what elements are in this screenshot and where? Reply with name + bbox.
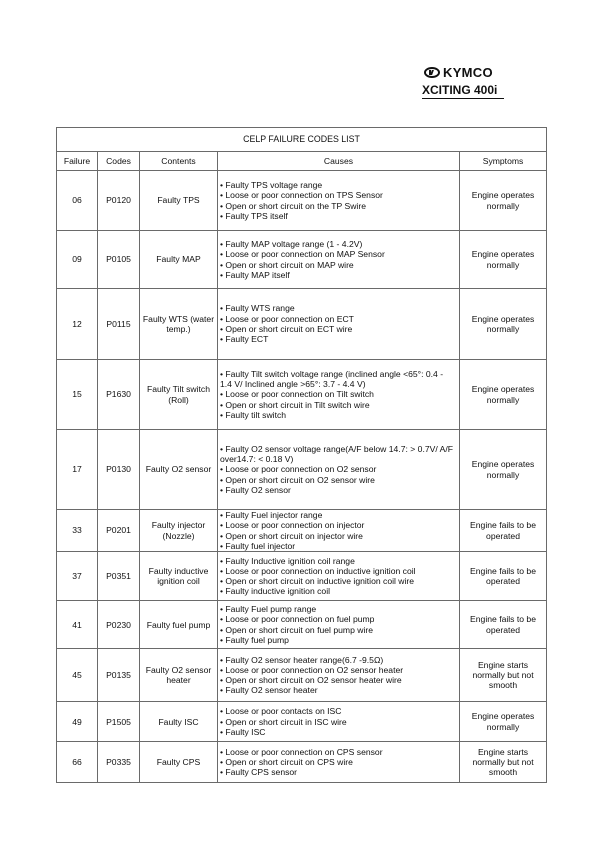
failure-causes <box>218 171 460 231</box>
failure-causes <box>218 430 460 510</box>
brand-name: KYMCO <box>443 65 493 80</box>
cause-item: • Loose or poor connection on injector <box>220 520 365 531</box>
failure-causes <box>218 702 460 742</box>
failure-code: P0105 <box>98 231 140 289</box>
cause-item: • Faulty inductive ignition coil <box>220 586 331 597</box>
model-name: XCITING 400i <box>422 83 504 99</box>
failure-contents: Faulty WTS (water temp.) <box>140 289 218 360</box>
table-row <box>57 649 547 702</box>
cause-item: • Faulty TPS itself <box>220 210 288 221</box>
failure-number: 09 <box>57 231 98 289</box>
table-row <box>57 231 547 289</box>
failure-code: P0335 <box>98 742 140 783</box>
cause-item: • Faulty MAP itself <box>220 269 290 280</box>
failure-symptoms: Engine operates normally <box>460 360 547 430</box>
failure-symptoms: Engine starts normally but not smooth <box>460 742 547 783</box>
failure-contents: Faulty inductive ignition coil <box>140 552 218 601</box>
table-row <box>57 552 547 601</box>
cause-item: • Loose or poor connection on CPS sensor <box>220 746 383 757</box>
failure-symptoms: Engine fails to be operated <box>460 552 547 601</box>
table-header-row <box>57 152 547 171</box>
failure-contents: Faulty ISC <box>140 702 218 742</box>
column-header-codes: Codes <box>98 152 140 171</box>
cause-item: • Faulty TPS voltage range <box>220 179 323 190</box>
cause-item: • Faulty MAP voltage range (1 - 4.2V) <box>220 238 363 249</box>
cause-item: • Faulty Inductive ignition coil range <box>220 555 355 566</box>
failure-number: 33 <box>57 510 98 552</box>
cause-item: • Loose or poor connection on fuel pump <box>220 614 375 625</box>
column-header-causes: Causes <box>218 152 460 171</box>
failure-number: 45 <box>57 649 98 702</box>
failure-contents: Faulty Tilt switch (Roll) <box>140 360 218 430</box>
table-row <box>57 360 547 430</box>
cause-item: • Open or short circuit on injector wire <box>220 530 363 541</box>
failure-code: P1505 <box>98 702 140 742</box>
cause-item: • Faulty Fuel injector range <box>220 510 323 520</box>
failure-symptoms: Engine fails to be operated <box>460 601 547 649</box>
cause-item: • Loose or poor connection on TPS Sensor <box>220 190 383 201</box>
table-row <box>57 702 547 742</box>
failure-contents: Faulty injector (Nozzle) <box>140 510 218 552</box>
failure-number: 37 <box>57 552 98 601</box>
cause-item: • Open or short circuit in ISC wire <box>220 716 347 727</box>
failure-symptoms: Engine starts normally but not smooth <box>460 649 547 702</box>
cause-item: • Faulty ISC <box>220 726 266 737</box>
table-row <box>57 510 547 552</box>
table-row <box>57 430 547 510</box>
failure-causes <box>218 510 460 552</box>
failure-number: 41 <box>57 601 98 649</box>
cause-item: • Faulty O2 sensor <box>220 484 291 495</box>
cause-item: • Open or short circuit on the TP Swire <box>220 200 366 211</box>
cause-item: • Loose or poor connection on Tilt switch <box>220 389 374 400</box>
failure-symptoms: Engine operates normally <box>460 231 547 289</box>
failure-symptoms: Engine operates normally <box>460 289 547 360</box>
failure-causes <box>218 742 460 783</box>
failure-causes <box>218 649 460 702</box>
cause-item: • Open or short circuit on O2 sensor wire <box>220 474 375 485</box>
table-row <box>57 601 547 649</box>
failure-causes <box>218 552 460 601</box>
cause-item: • Loose or poor connection on inductive ignition coil <box>220 565 416 576</box>
cause-item: • Faulty ECT <box>220 334 269 345</box>
failure-code: P0201 <box>98 510 140 552</box>
kymco-emblem-icon <box>424 67 440 78</box>
cause-item: • Loose or poor contacts on ISC <box>220 706 342 717</box>
cause-item: • Open or short circuit on fuel pump wire <box>220 624 373 635</box>
failure-code: P1630 <box>98 360 140 430</box>
cause-item: • Faulty O2 sensor voltage range(A/F below 14.7: > 0.7V/ A/F over14.7: < 0.18 V) <box>220 443 454 465</box>
failure-causes <box>218 231 460 289</box>
table-title: CELP FAILURE CODES LIST <box>57 128 547 152</box>
failure-contents: Faulty O2 sensor <box>140 430 218 510</box>
failure-code: P0135 <box>98 649 140 702</box>
table-row <box>57 289 547 360</box>
cause-item: • Faulty Tilt switch voltage range (inclined angle <65°: 0.4 - 1.4 V/ Inclined angle >65°: 3.7 - 4.4 V) <box>220 368 444 390</box>
cause-item: • Loose or poor connection on O2 sensor heater <box>220 664 404 675</box>
cause-item: • Open or short circuit on inductive ignition coil wire <box>220 576 415 587</box>
failure-code: P0120 <box>98 171 140 231</box>
cause-item: • Loose or poor connection on O2 sensor <box>220 464 377 475</box>
column-header-contents: Contents <box>140 152 218 171</box>
brand-logo <box>424 64 506 81</box>
failure-number: 12 <box>57 289 98 360</box>
failure-causes <box>218 289 460 360</box>
failure-contents: Faulty CPS <box>140 742 218 783</box>
cause-item: • Loose or poor connection on ECT <box>220 313 354 324</box>
failure-number: 17 <box>57 430 98 510</box>
failure-symptoms: Engine operates normally <box>460 702 547 742</box>
cause-item: • Open or short circuit on CPS wire <box>220 757 353 768</box>
failure-code: P0351 <box>98 552 140 601</box>
cause-item: • Open or short circuit on ECT wire <box>220 324 353 334</box>
column-header-failure: Failure <box>57 152 98 171</box>
table-row <box>57 171 547 231</box>
failure-contents: Faulty TPS <box>140 171 218 231</box>
cause-item: • Faulty tilt switch <box>220 409 287 420</box>
failure-symptoms: Engine fails to be operated <box>460 510 547 552</box>
cause-item: • Open or short circuit on MAP wire <box>220 259 354 270</box>
cause-item: • Faulty WTS range <box>220 303 295 314</box>
cause-item: • Open or short circuit in Tilt switch wire <box>220 399 370 410</box>
cause-item: • Faulty Fuel pump range <box>220 604 317 615</box>
failure-code: P0230 <box>98 601 140 649</box>
failure-contents: Faulty O2 sensor heater <box>140 649 218 702</box>
failure-contents: Faulty MAP <box>140 231 218 289</box>
failure-causes <box>218 601 460 649</box>
failure-codes-table <box>56 127 547 783</box>
cause-item: • Faulty O2 sensor heater <box>220 685 318 696</box>
failure-number: 06 <box>57 171 98 231</box>
failure-symptoms: Engine operates normally <box>460 171 547 231</box>
failure-causes <box>218 360 460 430</box>
failure-number: 49 <box>57 702 98 742</box>
column-header-symptoms: Symptoms <box>460 152 547 171</box>
failure-symptoms: Engine operates normally <box>460 430 547 510</box>
cause-item: • Faulty fuel injector <box>220 540 296 551</box>
failure-number: 66 <box>57 742 98 783</box>
cause-item: • Faulty O2 sensor heater range(6.7 -9.5Ω) <box>220 654 384 665</box>
cause-item: • Faulty CPS sensor <box>220 767 298 778</box>
cause-item: • Faulty fuel pump <box>220 634 289 645</box>
failure-contents: Faulty fuel pump <box>140 601 218 649</box>
cause-item: • Open or short circuit on O2 sensor heater wire <box>220 675 402 686</box>
failure-code: P0115 <box>98 289 140 360</box>
failure-number: 15 <box>57 360 98 430</box>
cause-item: • Loose or poor connection on MAP Sensor <box>220 249 385 260</box>
failure-code: P0130 <box>98 430 140 510</box>
table-row <box>57 742 547 783</box>
